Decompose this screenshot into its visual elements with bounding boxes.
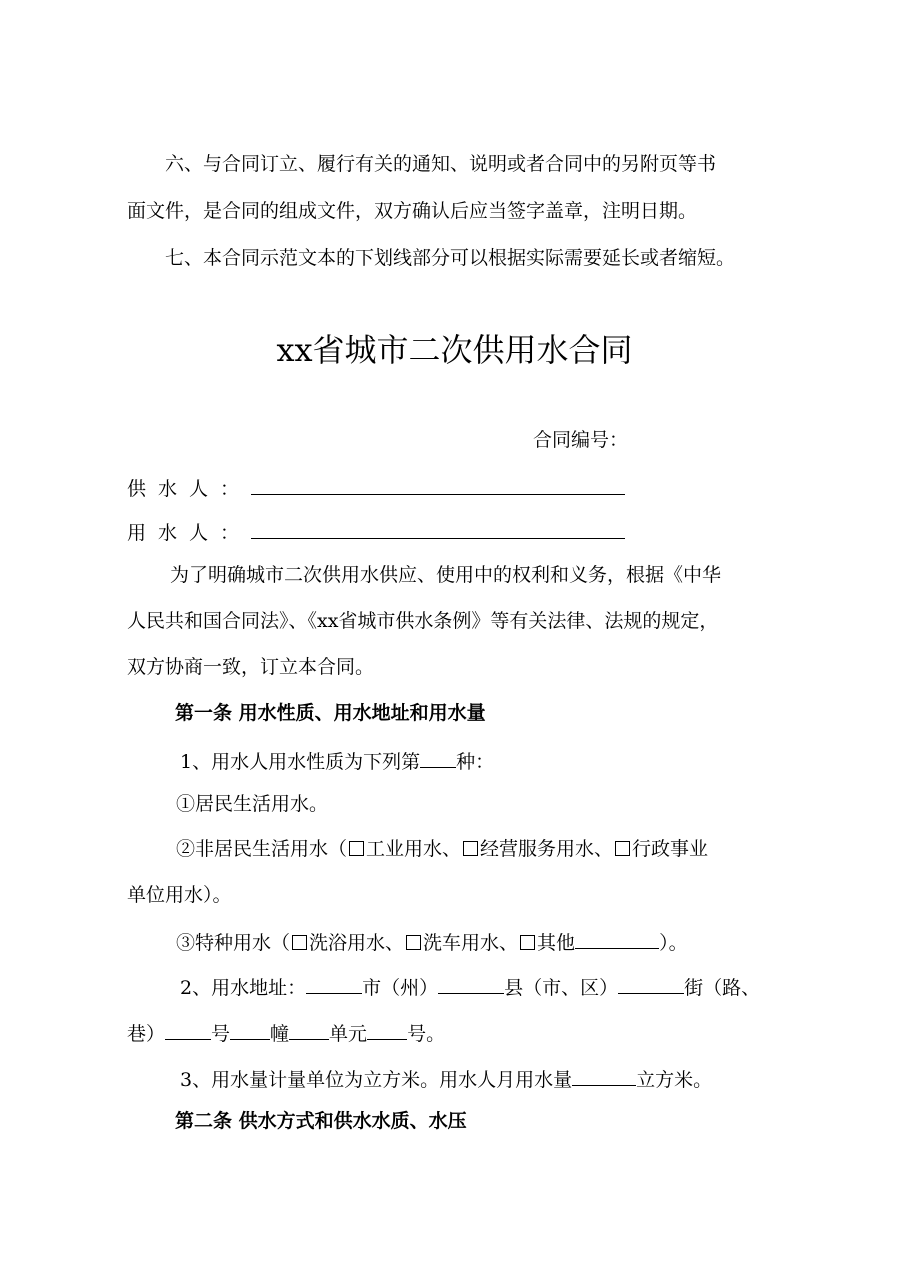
industrial-checkbox[interactable] bbox=[349, 841, 364, 856]
other-label: 其他 bbox=[537, 932, 576, 954]
non-residential-text: ②非居民生活用水（ bbox=[176, 838, 348, 860]
supplier-blank bbox=[251, 474, 625, 495]
article-two-heading: 第二条 供水方式和供水水质、水压 bbox=[175, 1110, 467, 1132]
intro-line1: 为了明确城市二次供用水供应、使用中的权利和义务，根据《中华 bbox=[170, 564, 722, 586]
carwash-label: 洗车用水、 bbox=[423, 932, 519, 954]
user-row bbox=[127, 518, 625, 545]
article-one-heading: 第一条 用水性质、用水地址和用水量 bbox=[175, 702, 486, 724]
institution-label: 行政事业 bbox=[632, 838, 709, 860]
usage-type-blank bbox=[420, 747, 456, 768]
address-label: 2、用水地址： bbox=[180, 977, 307, 999]
option-special bbox=[176, 928, 688, 955]
room-blank bbox=[367, 1019, 407, 1040]
address-row bbox=[180, 973, 760, 1000]
intro-line2: 人民共和国合同法》、《xx省城市供水条例》等有关法律、法规的规定， bbox=[127, 610, 719, 632]
contract-title: xx省城市二次供用水合同 bbox=[276, 331, 633, 369]
city-label: 市（州） bbox=[362, 977, 439, 999]
number-label: 号 bbox=[211, 1023, 231, 1045]
intro-line3: 双方协商一致，订立本合同。 bbox=[127, 656, 375, 678]
room-label: 号。 bbox=[407, 1023, 446, 1045]
other-blank bbox=[575, 928, 659, 949]
user-label: 用水人： bbox=[127, 522, 252, 544]
special-close: ）。 bbox=[659, 932, 688, 954]
option-residential: ①居民生活用水。 bbox=[176, 793, 329, 815]
bathing-checkbox[interactable] bbox=[292, 935, 307, 950]
user-blank bbox=[251, 518, 625, 539]
usage-type-text: 1、用水人用水性质为下列第 bbox=[180, 751, 421, 773]
contract-number-label: 合同编号： bbox=[533, 429, 629, 451]
usage-type-row bbox=[180, 747, 494, 774]
county-blank bbox=[438, 973, 504, 994]
special-text: ③特种用水（ bbox=[176, 932, 291, 954]
business-checkbox[interactable] bbox=[463, 841, 478, 856]
city-blank bbox=[306, 973, 362, 994]
other-checkbox[interactable] bbox=[520, 935, 535, 950]
option-non-residential-line2: 单位用水）。 bbox=[127, 884, 232, 906]
number-blank bbox=[165, 1019, 211, 1040]
unit-blank bbox=[289, 1019, 329, 1040]
volume-text: 3、用水量计量单位为立方米。用水人月用水量 bbox=[180, 1069, 573, 1091]
county-label: 县（市、区） bbox=[504, 977, 619, 999]
street-blank bbox=[618, 973, 684, 994]
building-blank bbox=[230, 1019, 270, 1040]
clause-seven: 七、本合同示范文本的下划线部分可以根据实际需要延长或者缩短。 bbox=[165, 247, 736, 269]
volume-unit: 立方米。 bbox=[636, 1069, 713, 1091]
clause-six-line2: 面文件，是合同的组成文件，双方确认后应当签字盖章，注明日期。 bbox=[127, 200, 698, 222]
bathing-label: 洗浴用水、 bbox=[309, 932, 405, 954]
lane-label: 巷） bbox=[127, 1023, 166, 1045]
supplier-row bbox=[127, 474, 625, 501]
address-row2 bbox=[127, 1019, 445, 1046]
street-label: 街（路、 bbox=[684, 977, 761, 999]
volume-row bbox=[180, 1065, 712, 1092]
option-non-residential bbox=[176, 837, 708, 861]
usage-type-suffix: 种： bbox=[456, 751, 495, 773]
clause-six-line1: 六、与合同订立、履行有关的通知、说明或者合同中的另附页等书 bbox=[165, 153, 717, 175]
volume-blank bbox=[572, 1065, 636, 1086]
supplier-label: 供水人： bbox=[127, 478, 252, 500]
business-label: 经营服务用水、 bbox=[480, 838, 614, 860]
institution-checkbox[interactable] bbox=[615, 841, 630, 856]
industrial-label: 工业用水、 bbox=[366, 838, 462, 860]
unit-label: 单元 bbox=[329, 1023, 368, 1045]
building-label: 幢 bbox=[270, 1023, 290, 1045]
carwash-checkbox[interactable] bbox=[406, 935, 421, 950]
